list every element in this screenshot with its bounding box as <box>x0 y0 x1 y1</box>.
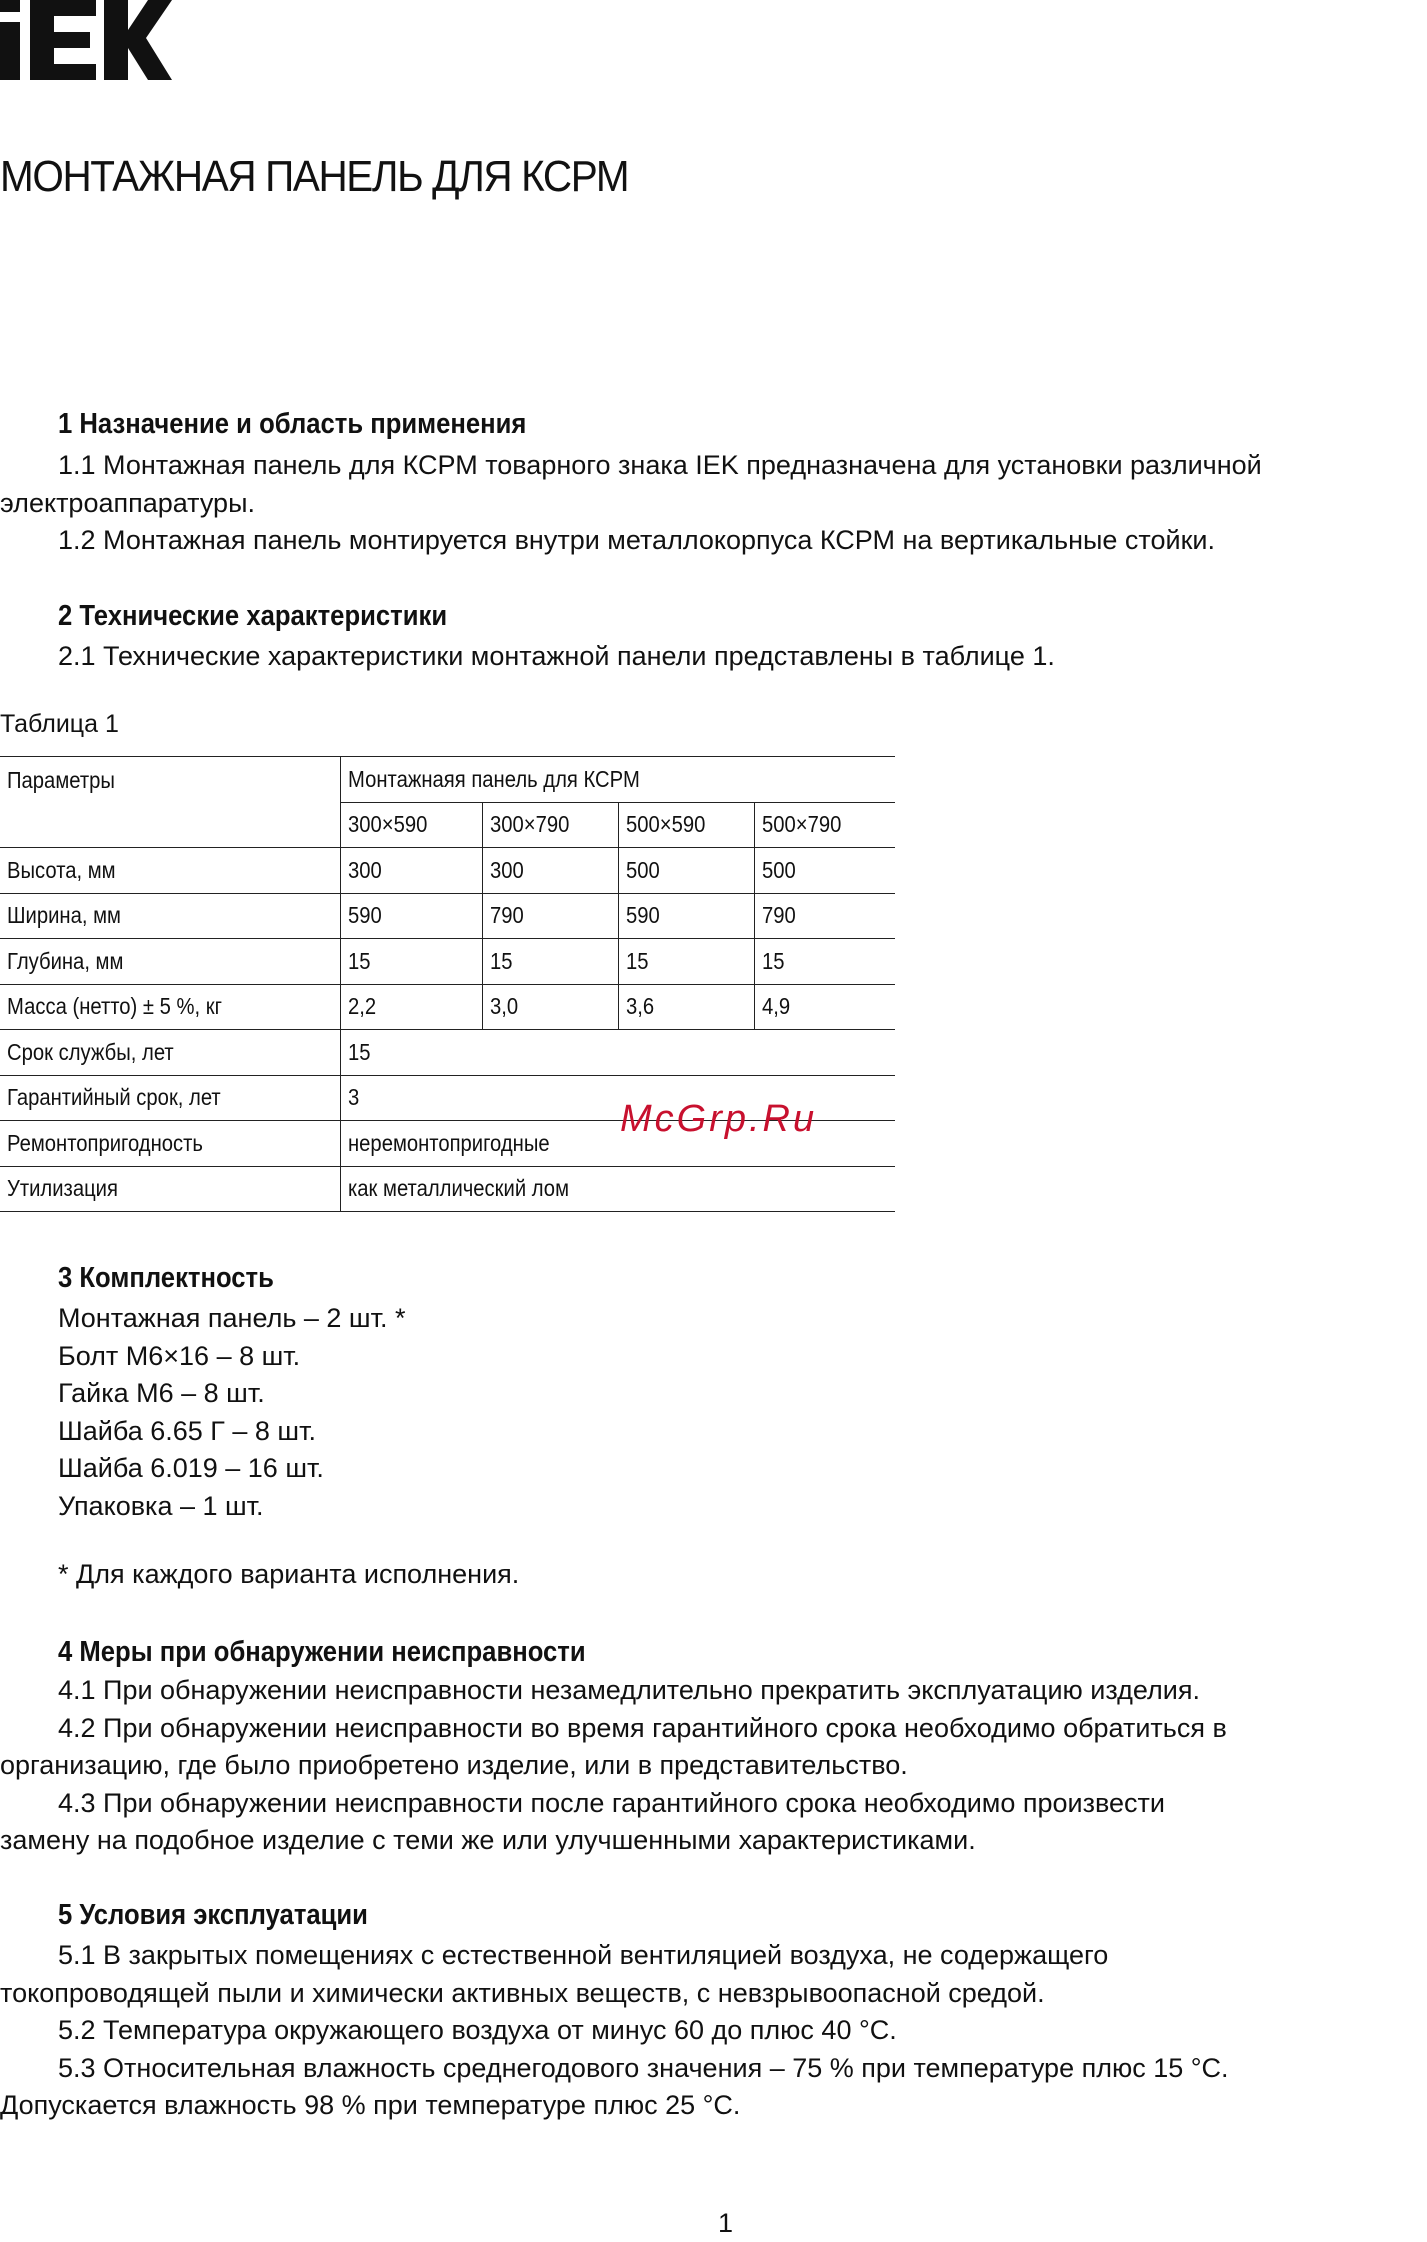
section4-text <box>0 1672 1227 1860</box>
watermark: McGrp.Ru <box>620 1098 818 1140</box>
table-row-label: Срок службы, лет <box>0 1030 340 1076</box>
section2-heading: 2 Технические характеристики <box>58 600 448 632</box>
list-item: Шайба 6.019 – 16 шт. <box>58 1453 324 1483</box>
table-cell: 500 <box>618 848 754 894</box>
table-row-label: Высота, мм <box>0 848 340 894</box>
table-cell: 15 <box>482 939 618 985</box>
spec-table <box>0 756 895 1212</box>
list-item: Болт М6×16 – 8 шт. <box>58 1340 301 1371</box>
section3-heading: 3 Комплектность <box>58 1262 274 1294</box>
table-row <box>0 939 895 985</box>
table-row <box>0 1030 895 1076</box>
table-cell: 300 <box>340 848 482 894</box>
section4-p2-line1: 4.2 При обнаружении неисправности во время гарантийного срока необходимо обратиться в <box>58 1712 1227 1743</box>
table-cell: 590 <box>618 893 754 939</box>
table-row <box>0 1166 895 1212</box>
list-item: Монтажная панель – 2 шт. * <box>58 1303 406 1333</box>
table-row-label: Ширина, мм <box>0 893 340 939</box>
table-row-label: Глубина, мм <box>0 939 340 985</box>
table-row-label: Масса (нетто) ± 5 %, кг <box>0 984 340 1030</box>
section1-p1-line1: 1.1 Монтажная панель для КСРМ товарного знака IEK предназначена для установки различной <box>58 450 1262 480</box>
table-cell: 3,6 <box>618 984 754 1030</box>
section5-p2: 5.2 Температура окружающего воздуха от минус 60 до плюс 40 °С. <box>58 2015 897 2045</box>
iek-logo <box>0 0 172 80</box>
table-cell: 3,0 <box>482 984 618 1030</box>
section1-text <box>0 447 1262 560</box>
table-cell: 300 <box>482 848 618 894</box>
section4-p3-line1: 4.3 При обнаружении неисправности после гарантийного срока необходимо произвести <box>58 1787 1165 1818</box>
section5-p3-line1: 5.3 Относительная влажность среднегодового значения – 75 % при температуре плюс 15 °С. <box>58 2052 1229 2083</box>
table-cell: 4,9 <box>754 984 895 1030</box>
table-cell: 15 <box>340 939 482 985</box>
section1-heading: 1 Назначение и область применения <box>58 408 527 440</box>
section5-p3-line2: Допускается влажность 98 % при температуре плюс 25 °С. <box>0 2090 741 2120</box>
table-cell: 3 <box>340 1075 895 1121</box>
section5-p1-line1: 5.1 В закрытых помещениях с естественной вентиляцией воздуха, не содержащего <box>58 1940 1109 1970</box>
table-row <box>0 984 895 1030</box>
section4-heading: 4 Меры при обнаружении неисправности <box>58 1636 586 1668</box>
table-variant-cell: 500×590 <box>618 802 754 848</box>
table-cell: 790 <box>482 893 618 939</box>
table-row <box>0 848 895 894</box>
table-cell: 590 <box>340 893 482 939</box>
table-cell: 15 <box>754 939 895 985</box>
table-cell: 15 <box>618 939 754 985</box>
table-header-row <box>0 757 895 803</box>
list-item: Упаковка – 1 шт. <box>58 1490 264 1521</box>
table-cell: 15 <box>340 1030 895 1076</box>
table-caption: Таблица 1 <box>0 710 119 738</box>
table-cell: неремонтопригодные <box>340 1121 895 1167</box>
table-cell: как металлический лом <box>340 1166 895 1212</box>
table-variant-cell: 300×790 <box>482 802 618 848</box>
page-number: 1 <box>718 2208 734 2238</box>
section1-p1-line2: электроаппаратуры. <box>0 487 255 518</box>
section3-list <box>58 1300 405 1525</box>
table-group-header: Монтажнаяя панель для КСРМ <box>340 757 895 803</box>
section2-p1: 2.1 Технические характеристики монтажной панели представлены в таблице 1. <box>58 641 1055 671</box>
section4-p2-line2: организацию, где было приобретено изделие, или в представительство. <box>0 1750 908 1780</box>
table-cell: 2,2 <box>340 984 482 1030</box>
section3-note: * Для каждого варианта исполнения. <box>58 1559 520 1589</box>
table-row-label: Гарантийный срок, лет <box>0 1075 340 1121</box>
table-row-label: Ремонтопригодность <box>0 1121 340 1167</box>
list-item: Шайба 6.65 Г – 8 шт. <box>58 1415 316 1446</box>
section5-heading: 5 Условия эксплуатации <box>58 1899 368 1931</box>
table-row <box>0 893 895 939</box>
section5-p1-line2: токопроводящей пыли и химически активных веществ, с невзрывоопасной средой. <box>0 1977 1045 2008</box>
section4-p1: 4.1 При обнаружении неисправности незамедлительно прекратить эксплуатацию изделия. <box>58 1675 1200 1705</box>
table-variant-cell: 300×590 <box>340 802 482 848</box>
section4-p3-line2: замену на подобное изделие с теми же или улучшенными характеристиками. <box>0 1825 976 1855</box>
section5-text <box>0 1937 1229 2125</box>
table-cell: 790 <box>754 893 895 939</box>
list-item: Гайка М6 – 8 шт. <box>58 1378 265 1408</box>
table-row-label: Утилизация <box>0 1166 340 1212</box>
table-cell: 500 <box>754 848 895 894</box>
page-title: МОНТАЖНАЯ ПАНЕЛЬ ДЛЯ КСРМ <box>0 152 629 201</box>
table-variant-cell: 500×790 <box>754 802 895 848</box>
table-param-header: Параметры <box>0 757 340 848</box>
section1-p2: 1.2 Монтажная панель монтируется внутри металлокорпуса КСРМ на вертикальные стойки. <box>58 525 1215 555</box>
